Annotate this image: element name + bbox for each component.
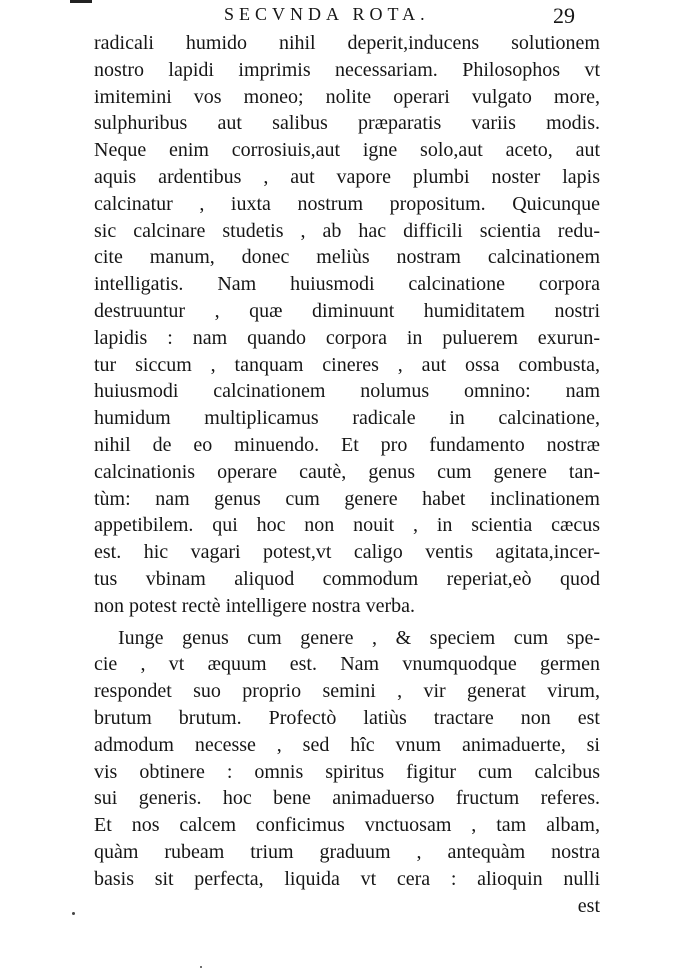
- text-line: tus vbinam aliquod commodum reperiat,eò quod: [94, 567, 600, 590]
- text-line: cie , vt æquum est. Nam vnumquodque germen: [94, 653, 600, 676]
- text-block: [94, 30, 600, 919]
- text-line: aquis ardentibus , aut vapore plumbi noster lapis: [94, 165, 600, 188]
- text-line: cite manum, donec meliùs nostram calcinationem: [94, 246, 600, 269]
- text-line: tur siccum , tanquam cineres , aut ossa combusta,: [94, 353, 600, 376]
- text-line: lapidis : nam quando corpora in puluerem exurun-: [94, 326, 600, 349]
- paragraph-1: [94, 30, 600, 620]
- text-line: calcinationis operare cautè, genus cum genere tan-: [94, 460, 600, 483]
- ink-speck: [72, 912, 75, 915]
- text-line: Neque enim corrosiuis,aut igne solo,aut aceto, aut: [94, 139, 600, 162]
- text-line: intelligatis. Nam huiusmodi calcinatione corpora: [94, 273, 600, 296]
- text-line: non potest rectè intelligere nostra verba.: [94, 594, 415, 617]
- page-number: 29: [553, 3, 575, 28]
- text-line: radicali humido nihil deperit,inducens solutionem: [94, 32, 600, 54]
- corner-mark: [70, 0, 92, 3]
- text-line: vis obtinere : omnis spiritus figitur cum calcibus: [94, 760, 600, 783]
- text-line: nostro lapidi imprimis necessariam. Philosophos vt: [94, 58, 600, 81]
- text-line: tùm: nam genus cum genere habet inclinationem: [94, 487, 600, 510]
- text-line: appetibilem. qui hoc non nouit , in scientia cæcus: [94, 514, 600, 537]
- text-line: destruuntur , quæ diminuunt humiditatem nostri: [94, 299, 600, 322]
- text-line: basis sit perfecta, liquida vt cera : alioquin nulli: [94, 867, 600, 890]
- running-head: SECVNDA ROTA.: [224, 4, 430, 24]
- ink-speck: [200, 966, 202, 968]
- text-line: imitemini vos moneo; nolite operari vulgato more,: [94, 85, 600, 108]
- text-line: respondet suo proprio semini , vir generat virum,: [94, 680, 600, 703]
- text-line: sui generis. hoc bene animaduerso fructum referes.: [94, 787, 600, 810]
- text-line: admodum necesse , sed hîc vnum animaduerte, si: [94, 733, 600, 756]
- catchword: est: [577, 894, 600, 917]
- text-line: sic calcinare studetis , ab hac difficili scientia redu-: [94, 219, 600, 242]
- paragraph-2: [94, 625, 600, 920]
- text-line: sulphuribus aut salibus præparatis variis modis.: [94, 112, 600, 135]
- text-line: Iunge genus cum genere , & speciem cum spe-: [118, 626, 600, 649]
- text-line: quàm rubeam trium graduum , antequàm nostra: [94, 840, 600, 863]
- text-line: humidum multiplicamus radicale in calcinatione,: [94, 407, 600, 430]
- text-line: brutum brutum. Profectò latiùs tractare non est: [94, 706, 600, 729]
- text-line: huiusmodi calcinationem nolumus omnino: nam: [94, 380, 600, 403]
- text-line: est. hic vagari potest,vt caligo ventis agitata,incer-: [94, 541, 600, 564]
- text-line: Et nos calcem conficimus vnctuosam , tam albam,: [94, 814, 600, 837]
- text-line: calcinatur , iuxta nostrum propositum. Quicunque: [94, 192, 600, 215]
- text-line: nihil de eo minuendo. Et pro fundamento nostræ: [94, 433, 600, 456]
